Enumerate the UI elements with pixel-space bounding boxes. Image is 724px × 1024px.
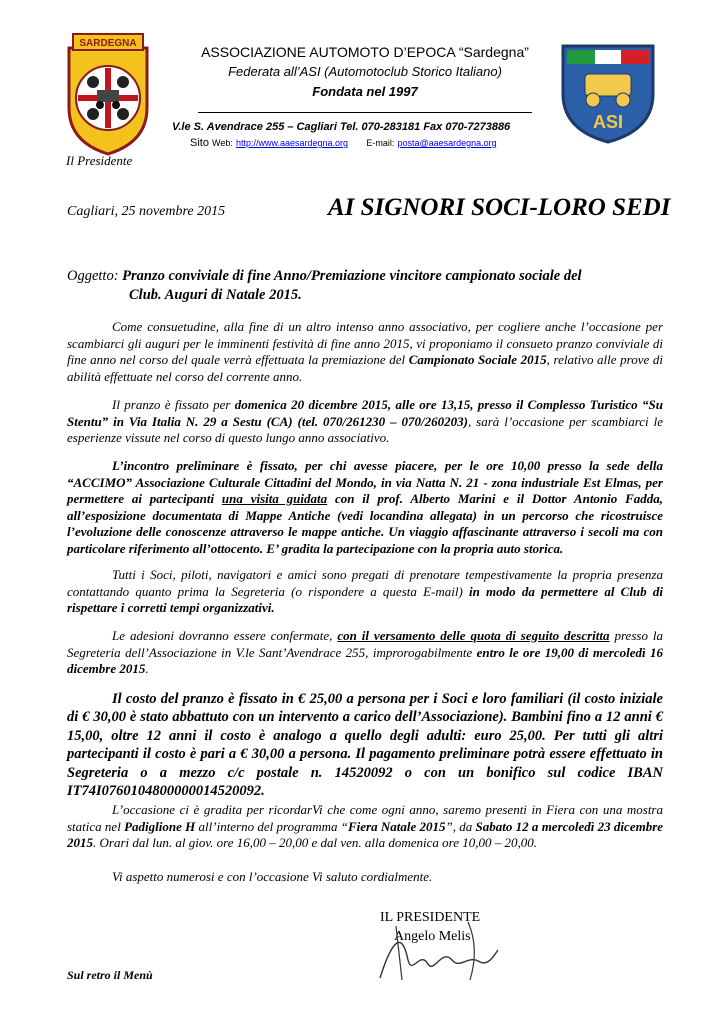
founded-line: Fondata nel 1997 xyxy=(312,84,418,99)
p7-text-d: Fiera Natale 2015 xyxy=(347,818,446,834)
p4-text-b: in modo da permettere al Club di rispettare i corretti tempi organizzativi. xyxy=(67,583,663,616)
address-line: V.le S. Avendrace 255 – Cagliari Tel. 070-283181 Fax 070-7273886 xyxy=(172,121,511,133)
paragraph-booking xyxy=(67,567,663,617)
p5-text-a: Le adesioni dovranno essere confermate, xyxy=(112,628,338,643)
header-divider xyxy=(198,112,532,113)
subject-line-1: Pranzo conviviale di fine Anno/Premiazione vincitore campionato sociale del xyxy=(122,268,582,284)
web-link[interactable]: http://www.aaesardegna.org xyxy=(235,138,349,148)
web-label: Web: xyxy=(212,138,233,148)
closing-name: Angelo Melis xyxy=(394,929,471,944)
p7-text-f: Sabato 12 a mercoledì 23 dicembre 2015 xyxy=(67,818,664,851)
p6-text: Il costo del pranzo è fissato in € 25,00 a persona per i Soci e loro familiari (il costo iniziale di € 30,00 è stato abbattuto con un intervento a carico dell’Associazione). Bambini fino a 12 anni € 15,00, oltre 12 anni il costo è analogo a quello degli adulti: euro 25,00. Per tutti gli altri partecipanti il costo è pari a € 30,00 a persona. Il pagamento preliminare potrà essere effettuato in Segreteria o a mezzo c/c postale n. 14520092 o con un bonifico sul codice IBAN IT74I0760104800000014520092. xyxy=(67,691,663,800)
p8-text: Vi aspetto numerosi e con l’occasione Vi saluto cordialmente. xyxy=(112,869,433,884)
p1-text-c: , relativo alle prove di abilità effettuate nel corso del corrente anno. xyxy=(67,352,663,384)
p5-text-u: con il versamento delle quota di seguito descritta xyxy=(337,628,610,643)
site-label: Sito xyxy=(190,137,209,149)
sardegna-logo xyxy=(63,30,153,158)
p4-text-a: Tutti i Soci, piloti, navigatori e amici sono pregati di prenotare tempestivamente la propria presenza contattando quanto prima la Segreteria (o rispondere a questa E-mail) xyxy=(67,567,663,599)
p3-text-u: una visita guidata xyxy=(221,491,328,507)
site-line xyxy=(190,137,570,149)
federation-line: Federata all’ASI (Automotoclub Storico Italiano) xyxy=(228,64,502,79)
paragraph-intro xyxy=(67,319,663,385)
p3-text-b: con il prof. Alberto Marini e il Dottor Antonio Fadda, all’esposizione documentata di Mappe Antiche (vedi locandina allegata) in un percorso che ricostruisce l’evoluzione delle conoscenze attraverso le mappe antiche. Un viaggio affascinante attraverso i secoli ma con particolare riferimento all’ottocento. E’ gradita la partecipazione con la propria auto storica. xyxy=(67,491,664,556)
p7-text-a: L’occasione ci è gradita per ricordarVi che come ogni anno, saremo presenti in Fiera con una mostra statica nel xyxy=(67,802,663,834)
email-link[interactable]: posta@aaesardegna.org xyxy=(397,138,497,148)
letter-date: Cagliari, 25 novembre 2015 xyxy=(67,204,226,219)
paragraph-meeting xyxy=(67,458,663,558)
paragraph-greeting xyxy=(67,869,663,886)
p1-text-a: Come consuetudine, alla fine di un altro intenso anno associativo, per cogliere anche l’occasione per scambiarci gli auguri per le imminenti festività di fine anno 2015, vi proponiamo il consueto pranzo conviviale di fine anno nel corso del quale verrà effettuata la premiazione del xyxy=(67,319,663,368)
subject-line-2: Club. Auguri di Natale 2015. xyxy=(129,287,302,303)
p5-text-d: . xyxy=(145,661,149,677)
p2-text-b: domenica 20 dicembre 2015, alle ore 13,15, presso il Complesso Turistico “Su Stentu” in Via Italia N. 29 a Sestu (CA) (tel. 070/261230 – 070/260203) xyxy=(67,397,663,429)
subject-label: Oggetto: xyxy=(67,268,119,284)
p7-text-g: . Orari dal lun. al giov. ore 16,00 – 20,00 e dal ven. alla domenica ore 10,00 – 20,00. xyxy=(93,835,537,851)
email-label: E-mail: xyxy=(366,138,395,148)
handwritten-signature xyxy=(372,920,502,984)
logo-left-text: SARDEGNA xyxy=(79,38,137,49)
menu-note: Sul retro il Menù xyxy=(67,968,153,982)
logo-right-text: ASI xyxy=(592,112,624,132)
p5-text-c: entro le ore 19,00 di mercoledì 16 dicembre 2015 xyxy=(67,644,663,677)
p1-text-b: Campionato Sociale 2015 xyxy=(408,352,547,368)
p2-text-a: Il pranzo è fissato per xyxy=(112,397,235,412)
paragraph-confirmation xyxy=(67,628,663,678)
p2-text-c: , sarà l’occasione per scambiarci le esperienze vissute nel corso di questo lungo anno associativo. xyxy=(67,413,663,446)
paragraph-lunch xyxy=(67,397,663,447)
p7-text-e: ”, da xyxy=(445,818,476,834)
recipients-title: AI SIGNORI SOCI-LORO SEDI xyxy=(328,194,671,221)
subject-block xyxy=(67,267,662,305)
paragraph-cost xyxy=(67,690,663,800)
p7-text-c: all’interno del programma “ xyxy=(195,818,348,834)
p7-text-b: Padiglione H xyxy=(124,818,196,834)
closing-title: IL PRESIDENTE xyxy=(380,910,481,925)
paragraph-fair xyxy=(67,802,663,852)
association-name: ASSOCIAZIONE AUTOMOTO D’EPOCA “Sardegna” xyxy=(201,44,529,60)
p5-text-b: presso la Segreteria dell’Associazione in V.le Sant’Avendrace 255, improrogabilmente xyxy=(67,628,663,660)
p3-text-a: L’incontro preliminare è fissato, per chi avesse piacere, per le ore 10,00 presso la sede della “ACCIMO” Associazione Culturale Cittadini del Mondo, in via Natta N. 21 - zona industriale Est Elmas, per permettere ai partecipanti xyxy=(67,458,663,507)
president-label: Il Presidente xyxy=(66,153,133,168)
